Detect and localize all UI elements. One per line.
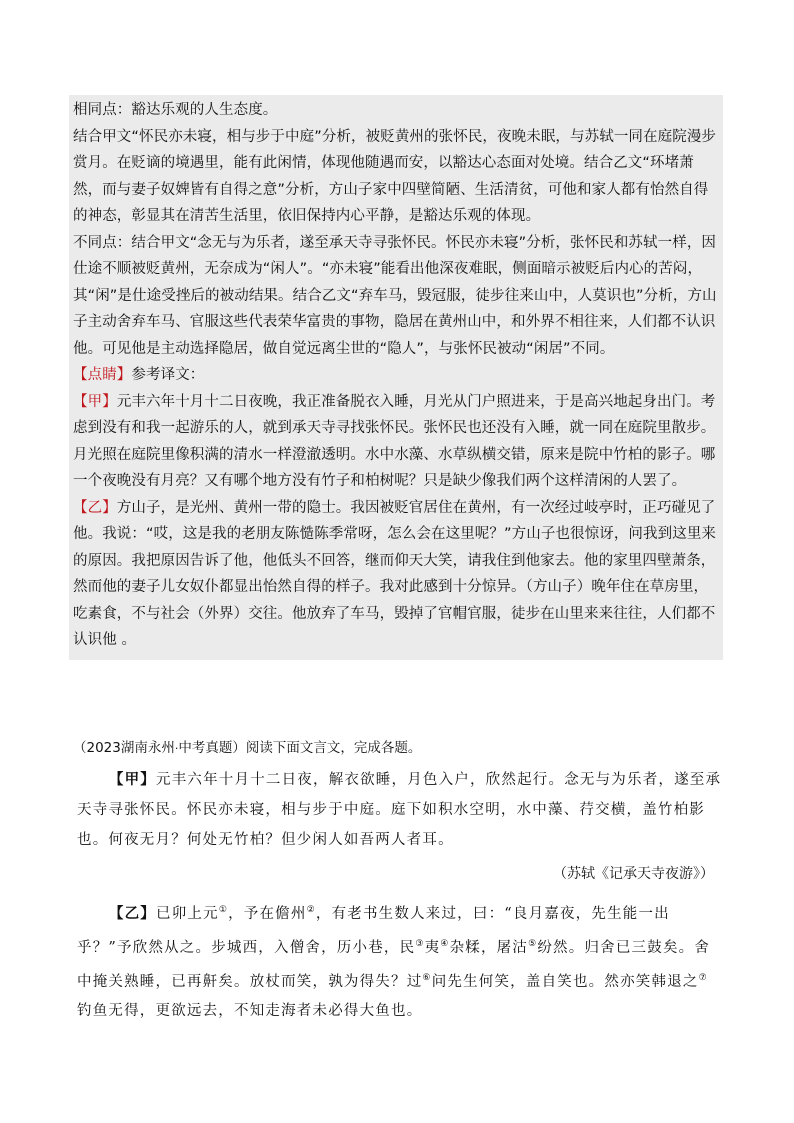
footnote-2: ②	[306, 905, 316, 915]
tip-text: 参考译文：	[131, 367, 205, 383]
jia-translation-tag: 【甲】	[73, 393, 117, 410]
source-dot: ·	[174, 742, 179, 755]
jia-body: 元丰六年十月十二日夜，解衣欲睡，月色入户，欣然起行。念无与为乐者，遂至承天寺寻张怀民。怀民亦未寝，相与步于中庭。庭下如积水空明，水中藻、荇交横，盖竹柏影也。何夜无月？何处无竹柏？但少闲人如吾两人者耳。	[77, 772, 722, 848]
yi-body-2: ，予在儋州	[228, 905, 307, 922]
yi-body-1: 已卯上元	[156, 905, 219, 922]
jia-translation	[73, 389, 719, 495]
yi-body-8: 钓鱼无得，更欲远去，不知走海者未必得大鱼也。	[77, 1003, 423, 1020]
answer-analysis-block	[69, 95, 723, 660]
question-source-line	[73, 736, 723, 761]
footnote-1: ①	[218, 905, 229, 915]
yi-tag: 【乙】	[108, 905, 156, 922]
yi-body-5: 杂糅，屠沽	[449, 939, 529, 956]
jia-attribution: （苏轼《记承天寺夜游》）	[553, 866, 714, 882]
jia-tag: 【甲】	[108, 772, 156, 788]
difference-analysis: 不同点：结合甲文“念无与为乐者，遂至承天寺寻张怀民。怀民亦未寝”分析，张怀民和苏轼一样，因仕途不顺被贬黄州，无奈成为“闲人”。“亦未寝”能看出他深夜难眠，侧面暗示被贬后内心的苦闷，其“闲”是仕途受挫后的被动结果。结合乙文“弃车马，毁冠服，徒步往来山中，人莫识也”分析，方山子主动舍弃车马、官服这些代表荣华富贵的事物，隐居在黄州山中，和外界不相往来，人们都不认识他。可见他是主动选择隐居，做自觉远离尘世的“隐人”，与张怀民被动“闲居”不同。	[73, 234, 717, 357]
same-point-analysis: 结合甲文“怀民亦未寝，相与步于中庭”分析，被贬黄州的张怀民，夜晚未眠，与苏轼一同在庭院漫步赏月。在贬谪的境遇里，能有此闲情，体现他随遇而安，以豁达心态面对处境。结合乙文“环堵萧然，而与妻子奴婢皆有自得之意”分析，方山子家中四壁简陋、生活清贫，可他和家人都有怡然自得的神态，彰显其在清苦生活里，依旧保持内心平静，是豁达乐观的体现。	[73, 128, 717, 224]
yi-translation	[73, 495, 719, 654]
classical-text-yi	[77, 895, 723, 1026]
jia-translation-text: 元丰六年十月十二日夜晚，我正准备脱衣入睡，月光从门户照进来，于是高兴地起身出门。考虑到没有和我一起游乐的人，就到承天寺寻找张怀民。张怀民也还没有入睡，就一同在庭院里散步。月光照在庭院里像积满的清水一样澄澈透明。水中水藻、水草纵横交错，原来是院中竹柏的影子。哪一个夜晚没有月亮？又有哪个地方没有竹子和柏树呢？只是缺少像我们两个这样清闲的人罢了。	[73, 393, 716, 489]
source-year: （2023	[73, 740, 121, 756]
yi-translation-tag: 【乙】	[73, 499, 117, 516]
footnote-5: ⑤	[528, 938, 538, 949]
tip-line	[73, 362, 719, 389]
yi-translation-text: 方山子，是光州、黄州一带的隐士。我因被贬官居住在黄州，有一次经过岐亭时，正巧碰见了他。我说：“哎，这是我的老朋友陈慥陈季常呀，怎么会在这里呢？”方山子也很惊讶，问我到这里来的原因。我把原因告诉了他，他低头不回答，继而仰天大笑，请我住到他家去。他的家里四壁萧条，然而他的妻子儿女奴仆都显出怡然自得的样子。我对此感到十分惊异。（方山子）晚年住在草房里，吃素食，不与社会（外界）交往。他放弃了车马，毁掉了官帽官服，徒步在山里来来往往，人们都不认识他 。	[73, 499, 717, 648]
yi-body-6: 纷然。归舍已三鼓矣。舍中掩关熟睡，已再鼾矣。放杖而笑，孰为得失？过	[77, 939, 711, 990]
footnote-3: ③	[415, 938, 425, 949]
footnote-7: ⑦	[698, 972, 708, 983]
tip-label: 【点睛】	[73, 367, 132, 383]
footnote-4: ④	[440, 938, 450, 949]
footnote-6: ⑥	[422, 972, 432, 983]
same-point-heading: 相同点：豁达乐观的人生态度。	[73, 102, 278, 118]
yi-body-7: 问先生何笑，盖自笑也。然亦笑韩退之	[431, 973, 699, 990]
source-region: 湖南永州	[120, 740, 175, 756]
yi-body-4: 夷	[424, 939, 441, 956]
yi-body-3: ，有老书生数人来过，曰：“良月嘉夜，先生能一出乎？”予欣然从之。步城西，入僧舍，历小巷，民	[77, 905, 670, 956]
source-instruction: 中考真题）阅读下面文言文，完成各题。	[178, 740, 422, 756]
classical-text-jia	[77, 765, 723, 855]
